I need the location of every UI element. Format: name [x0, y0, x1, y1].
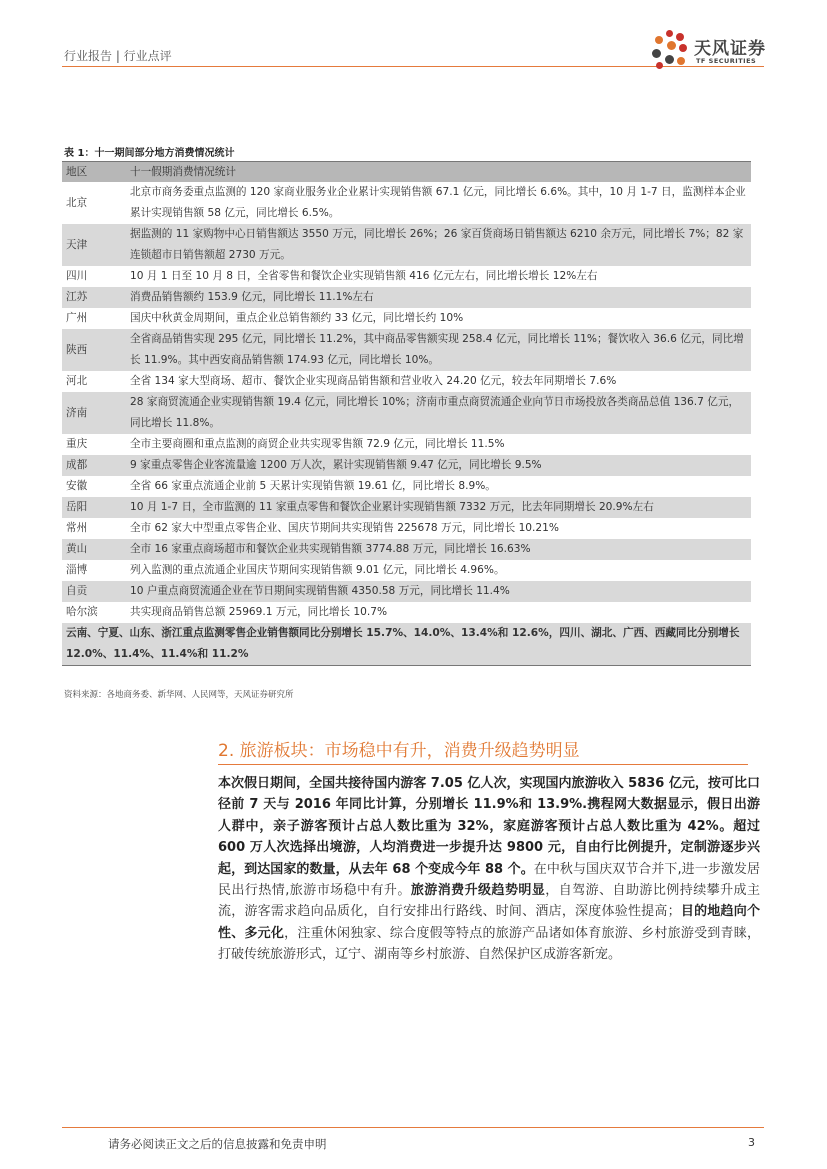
- region-cell: 济南: [66, 406, 88, 419]
- region-cell: 广州: [66, 312, 88, 324]
- table-row: [62, 476, 751, 497]
- stats-cell: 国庆中秋黄金周期间，重点企业总销售额约 33 亿元，同比增长约 10%: [130, 312, 464, 324]
- region-cell: 河北: [66, 375, 88, 387]
- section-title: 2. 旅游板块：市场稳中有升，消费升级趋势明显: [218, 736, 748, 765]
- stats-cell: 北京市商务委重点监测的 120 家商业服务业企业累计实现销售额 67.1 亿元，同比增长 6.6%。其中，10 月 1-7 日，监测样本企业累计实现销售额 58 亿元，同比增长 6.5%。: [130, 186, 746, 219]
- stats-cell: 共实现商品销售总额 25969.1 万元，同比增长 10.7%: [130, 606, 388, 618]
- region-cell: 陕西: [66, 343, 88, 356]
- stats-cell: 全市 16 家重点商场超市和餐饮企业共实现销售额 3774.88 万元，同比增长 16.63%: [130, 543, 531, 555]
- region-cell: 自贡: [66, 585, 88, 597]
- table-row: [62, 371, 751, 392]
- table-header-row: [62, 162, 751, 183]
- footer-disclaimer: 请务必阅读正文之后的信息披露和免责申明: [108, 1137, 327, 1151]
- stats-cell: 消费品销售额约 153.9 亿元，同比增长 11.1%左右: [130, 291, 374, 303]
- stats-cell: 全省 134 家大型商场、超市、餐饮企业实现商品销售额和营业收入 24.20 亿元，较去年同期增长 7.6%: [130, 375, 617, 387]
- region-cell: 黄山: [66, 543, 88, 555]
- table-row: [62, 518, 751, 539]
- region-cell: 淄博: [66, 564, 88, 576]
- footer-divider: [62, 1127, 764, 1128]
- body-text: 在中秋与国庆双节合并下,进一步激发居民出行热情,旅游市场稳中有升。: [218, 861, 760, 899]
- region-cell: 安徽: [66, 480, 88, 492]
- stats-cell: 全省商品销售实现 295 亿元，同比增长 11.2%，其中商品零售额实现 258.4 亿元，同比增长 11%；餐饮收入 36.6 亿元，同比增长 11.9%。其中西安商品销售额 174.93 亿元，同比增长 10%。: [130, 333, 744, 366]
- stats-cell: 列入监测的重点流通企业国庆节期间实现销售额 9.01 亿元，同比增长 4.96%。: [130, 564, 505, 576]
- table-row: [62, 434, 751, 455]
- stats-cell: 全市主要商圈和重点监测的商贸企业共实现零售额 72.9 亿元，同比增长 11.5%: [130, 438, 505, 450]
- section-body: [218, 773, 760, 966]
- region-cell: 四川: [66, 270, 88, 282]
- table-summary-row: [62, 623, 751, 666]
- logo-text: 天风证券: [694, 39, 766, 59]
- consumption-table: [62, 161, 751, 666]
- body-text: ，注重休闲独家、综合度假等特点的旅游产品诸如体育旅游、乡村旅游受到青睐，打破传统旅游形式，辽宁、湖南等乡村旅游、自然保护区成游客新宠。: [218, 925, 760, 963]
- body-text: ，自驾游、自助游比例持续攀升成主流，游客需求趋向品质化，自行安排出行路线、时间、酒店，深度体验性提高；: [218, 883, 760, 920]
- region-cell: 常州: [66, 522, 88, 534]
- table-source: 资料来源：各地商务委、新华网、人民网等，天风证券研究所: [64, 690, 294, 700]
- column-header-stats: 十一假期消费情况统计: [130, 166, 236, 178]
- logo-flower-icon: [650, 30, 690, 72]
- region-cell: 哈尔滨: [66, 606, 98, 618]
- stats-cell: 10 月 1-7 日，全市监测的 11 家重点零售和餐饮企业累计实现销售额 7332 万元，比去年同期增长 20.9%左右: [130, 501, 654, 513]
- summary-cell: 云南、宁夏、山东、浙江重点监测零售企业销售额同比分别增长 15.7%、14.0%、13.4%和 12.6%，四川、湖北、广西、西藏同比分别增长 12.0%、11.4%、11.4%和 11.2%: [66, 627, 740, 660]
- table-row: [62, 287, 751, 308]
- table-row: [62, 455, 751, 476]
- stats-cell: 10 户重点商贸流通企业在节日期间实现销售额 4350.58 万元，同比增长 11.4%: [130, 585, 510, 597]
- table-row: [62, 560, 751, 581]
- stats-cell: 28 家商贸流通企业实现销售额 19.4 亿元，同比增长 10%；济南市重点商贸流通企业向节日市场投放各类商品总值 136.7 亿元，同比增长 11.8%。: [130, 396, 740, 429]
- stats-cell: 据监测的 11 家购物中心日销售额达 3550 万元，同比增长 26%；26 家百货商场日销售额达 6210 余万元，同比增长 7%；82 家连锁超市日销售额超 2730 万元。: [130, 228, 744, 261]
- body-text-bold: 旅游消费升级趋势明显: [410, 883, 546, 899]
- region-cell: 成都: [66, 459, 88, 471]
- table-row: [62, 497, 751, 518]
- page-number: 3: [748, 1136, 755, 1149]
- table-row: [62, 308, 751, 329]
- stats-cell: 全市 62 家大中型重点零售企业、国庆节期间共实现销售 225678 万元，同比增长 10.21%: [130, 522, 559, 534]
- region-cell: 北京: [66, 196, 88, 209]
- table-row: [62, 602, 751, 623]
- body-text-bold: 本次假日期间，全国共接待国内游客 7.05 亿人次，实现国内旅游收入 5836 亿元，按可比口径前 7 天与 2016 年同比计算，分别增长 11.9%和 13.9%.携程网大数据显示，假日出游人群中，亲子游客预计占总人数比重为 32%，家庭游客预计占总人数比重为 42%。超过 600 万人次选择出境游，人均消费进一步提升达 9800 元，自由行比例提升，定制游逐步兴起，到达国家的数量，从去年 68 个变成今年 88 个。: [218, 776, 760, 877]
- region-cell: 江苏: [66, 291, 88, 303]
- table-row: [62, 539, 751, 560]
- region-cell: 岳阳: [66, 501, 88, 513]
- stats-cell: 9 家重点零售企业客流量逾 1200 万人次，累计实现销售额 9.47 亿元，同比增长 9.5%: [130, 459, 542, 471]
- breadcrumb: 行业报告 | 行业点评: [64, 49, 172, 63]
- table-row: [62, 182, 751, 224]
- table-row: [62, 392, 751, 434]
- region-cell: 天津: [66, 238, 88, 251]
- logo-subtext: TF SECURITIES: [696, 57, 757, 65]
- stats-cell: 全省 66 家重点流通企业前 5 天累计实现销售额 19.61 亿，同比增长 8.9%。: [130, 480, 496, 492]
- body-text-bold: 目的地趋向个性、多元化: [218, 904, 760, 941]
- column-header-region: 地区: [66, 166, 88, 178]
- table-row: [62, 266, 751, 287]
- table-row: [62, 224, 751, 266]
- table-caption: 表 1：十一期间部分地方消费情况统计: [64, 148, 235, 159]
- table-row: [62, 329, 751, 371]
- stats-cell: 10 月 1 日至 10 月 8 日，全省零售和餐饮企业实现销售额 416 亿元左右，同比增长增长 12%左右: [130, 270, 598, 282]
- company-logo: [650, 30, 770, 72]
- region-cell: 重庆: [66, 438, 88, 450]
- table-row: [62, 581, 751, 602]
